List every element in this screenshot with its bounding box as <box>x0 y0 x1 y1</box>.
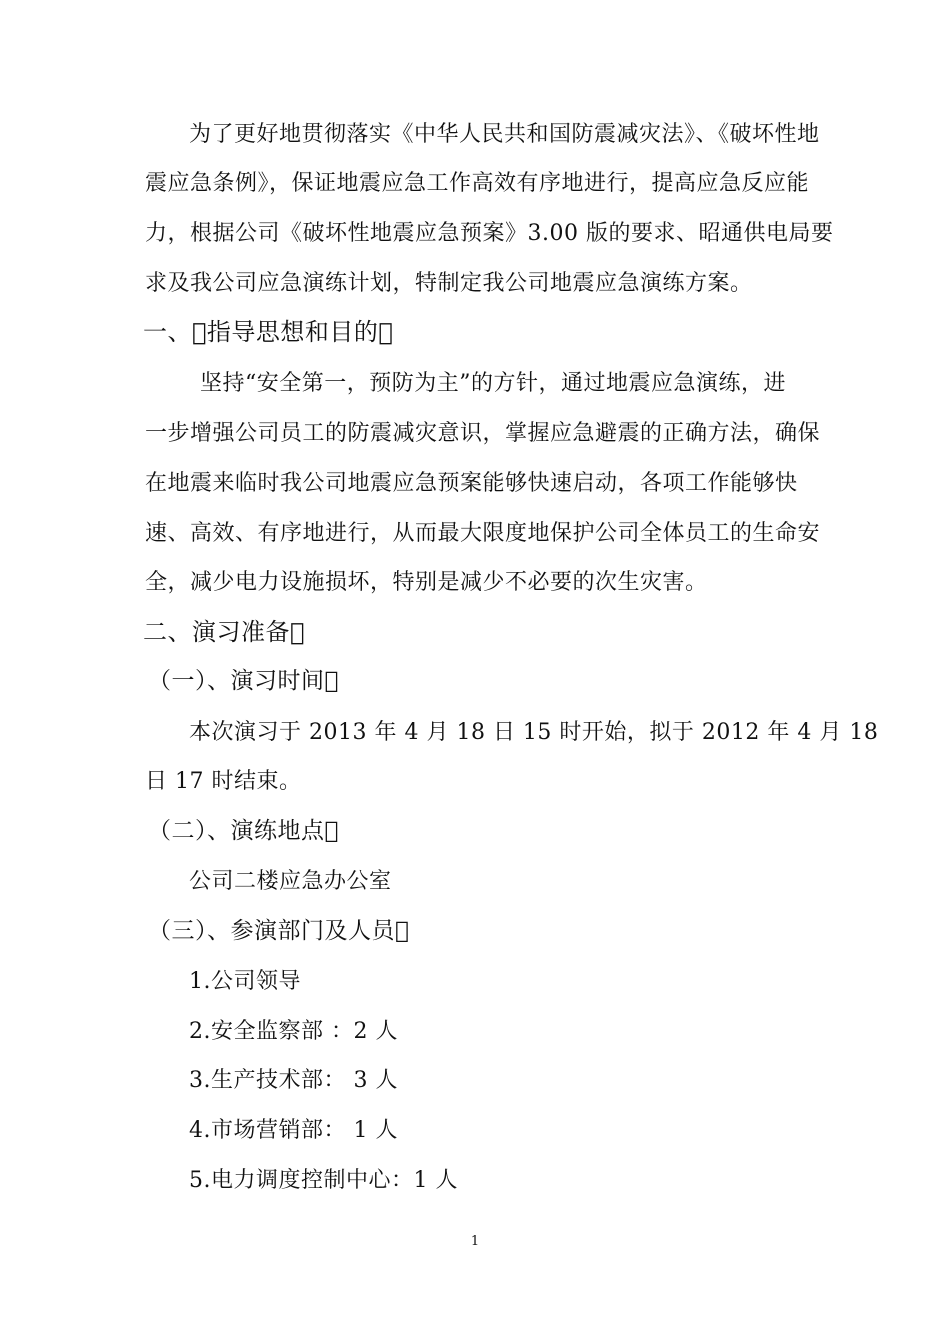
participant-item: 4.市场营销部： 1 人 <box>189 1118 398 1143</box>
participant-item: 1.公司领导 <box>189 969 301 994</box>
place-heading: （二）、演练地点  <box>148 818 339 844</box>
page-number: 1 <box>470 1234 480 1249</box>
intro-line-3: 力，根据公司《破坏性地震应急预案》3.00 版的要求、昭通供电局要 <box>145 221 834 246</box>
participant-item: 3.生产技术部： 3 人 <box>189 1068 398 1093</box>
intro-line-2: 震应急条例》，保证地震应急工作高效有序地进行，提高应急反应能 <box>145 171 810 196</box>
section1-line-4: 速、高效、有序地进行，从而最大限度地保护公司全体员工的生命安 <box>145 521 821 546</box>
time-line-2: 日 17 时结束。 <box>145 769 302 794</box>
time-line-1: 本次演习于 2013 年 4 月 18 日 15 时开始，拟于 2012 年 4 月 18 <box>189 720 879 745</box>
time-heading: （一）、演习时间  <box>148 668 339 694</box>
section1-line-5: 全，减少电力设施损坏，特别是减少不必要的次生灾害。 <box>145 570 708 595</box>
section1-line-1: 坚持“安全第一，预防为主”的方针，通过地震应急演练，进 <box>200 371 786 396</box>
section1-line-2: 一步增强公司员工的防震减灾意识，掌握应急避震的正确方法，确保 <box>145 421 821 446</box>
intro-line-4: 求及我公司应急演练计划，特制定我公司地震应急演练方案。 <box>145 271 753 296</box>
section1-line-3: 在地震来临时我公司地震应急预案能够快速启动，各项工作能够快 <box>145 471 798 496</box>
section2-heading: 二、演习准备  <box>143 618 305 646</box>
place-text: 公司二楼应急办公室 <box>189 869 392 894</box>
participant-item: 2.安全监察部 ：2 人 <box>189 1019 398 1044</box>
participants-heading: （三）、参演部门及人员  <box>148 918 410 944</box>
participant-item: 5.电力调度控制中心：1 人 <box>189 1168 458 1193</box>
intro-line-1: 为了更好地贯彻落实《中华人民共和国防震减灾法》、《破坏性地 <box>189 122 820 147</box>
section1-heading: 一、 指导思想和目的  <box>143 318 394 346</box>
